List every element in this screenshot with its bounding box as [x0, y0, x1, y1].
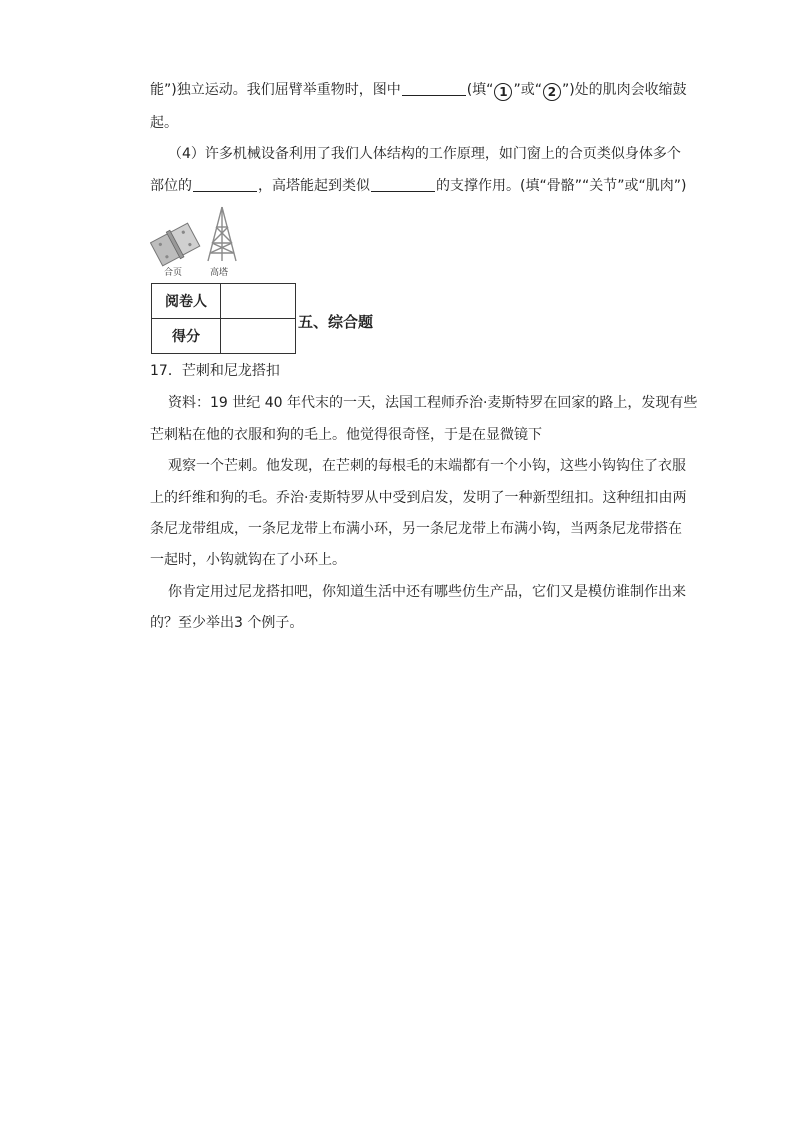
hinge-caption: 合页: [164, 268, 183, 278]
tower-icon: [202, 205, 242, 265]
q17-p3-line-1: 你肯定用过尼龙搭扣吧，你知道生活中还有哪些仿生产品，它们又是模仿谁制作出来: [168, 584, 686, 600]
q16-text-b: (填“: [466, 82, 494, 98]
reviewer-field[interactable]: [221, 284, 296, 319]
q17-title: 17．芒刺和尼龙搭扣: [150, 363, 280, 379]
q17-p2-line-3: 条尼龙带组成，一条尼龙带上布满小环，另一条尼龙带上布满小钩，当两条尼龙带搭在: [150, 521, 682, 537]
q16-text-a: 能”)独立运动。我们屈臂举重物时，图中: [150, 82, 401, 98]
hinge-tower-figure: [150, 205, 250, 277]
reviewer-label: 阅卷人: [152, 284, 221, 319]
answer-blank-1[interactable]: [402, 81, 466, 96]
answer-blank-3[interactable]: [371, 177, 435, 192]
answer-blank-2[interactable]: [193, 177, 257, 192]
q17-p1-line-1: 资料：19 世纪 40 年代末的一天，法国工程师乔治·麦斯特罗在回家的路上，发现有些: [168, 395, 698, 411]
score-field[interactable]: [221, 319, 296, 354]
circled-number-1: 1: [494, 83, 512, 101]
score-label: 得分: [152, 319, 221, 354]
tower-caption: 高塔: [210, 268, 229, 278]
q16-text-c: ”或“: [513, 82, 542, 98]
q16-part4-line-2: [150, 176, 686, 196]
score-table: [151, 283, 296, 354]
q16-line-1: [150, 80, 687, 101]
q16-part4-text-1: 部位的: [150, 178, 192, 194]
q16-part4-text-3: 的支撑作用。(填“骨骼”“关节”或“肌肉”): [436, 178, 687, 194]
q16-line-2: 起。: [150, 115, 178, 131]
circled-number-2: 2: [543, 83, 561, 101]
q17-p2-line-2: 上的纤维和狗的毛。乔治·麦斯特罗从中受到启发，发明了一种新型纽扣。这种纽扣由两: [150, 490, 687, 506]
table-row: [152, 319, 296, 354]
q16-part4-line-1: （4）许多机械设备利用了我们人体结构的工作原理，如门窗上的合页类似身体多个: [168, 146, 681, 162]
q17-p2-line-4: 一起时，小钩就钩在了小环上。: [150, 552, 346, 568]
q17-p3-line-2: 的？至少举出3 个例子。: [150, 615, 304, 631]
table-row: [152, 284, 296, 319]
q17-p2-line-1: 观察一个芒刺。他发现，在芒刺的每根毛的末端都有一个小钩，这些小钩钩住了衣服: [168, 458, 686, 474]
q16-part4-text-2: ，高塔能起到类似: [258, 178, 370, 194]
q17-p1-line-2: 芒刺粘在他的衣服和狗的毛上。他觉得很奇怪，于是在显微镜下: [150, 427, 542, 443]
section-title: 五、综合题: [298, 313, 374, 331]
q16-text-d: ”)处的肌肉会收缩鼓: [561, 82, 687, 98]
